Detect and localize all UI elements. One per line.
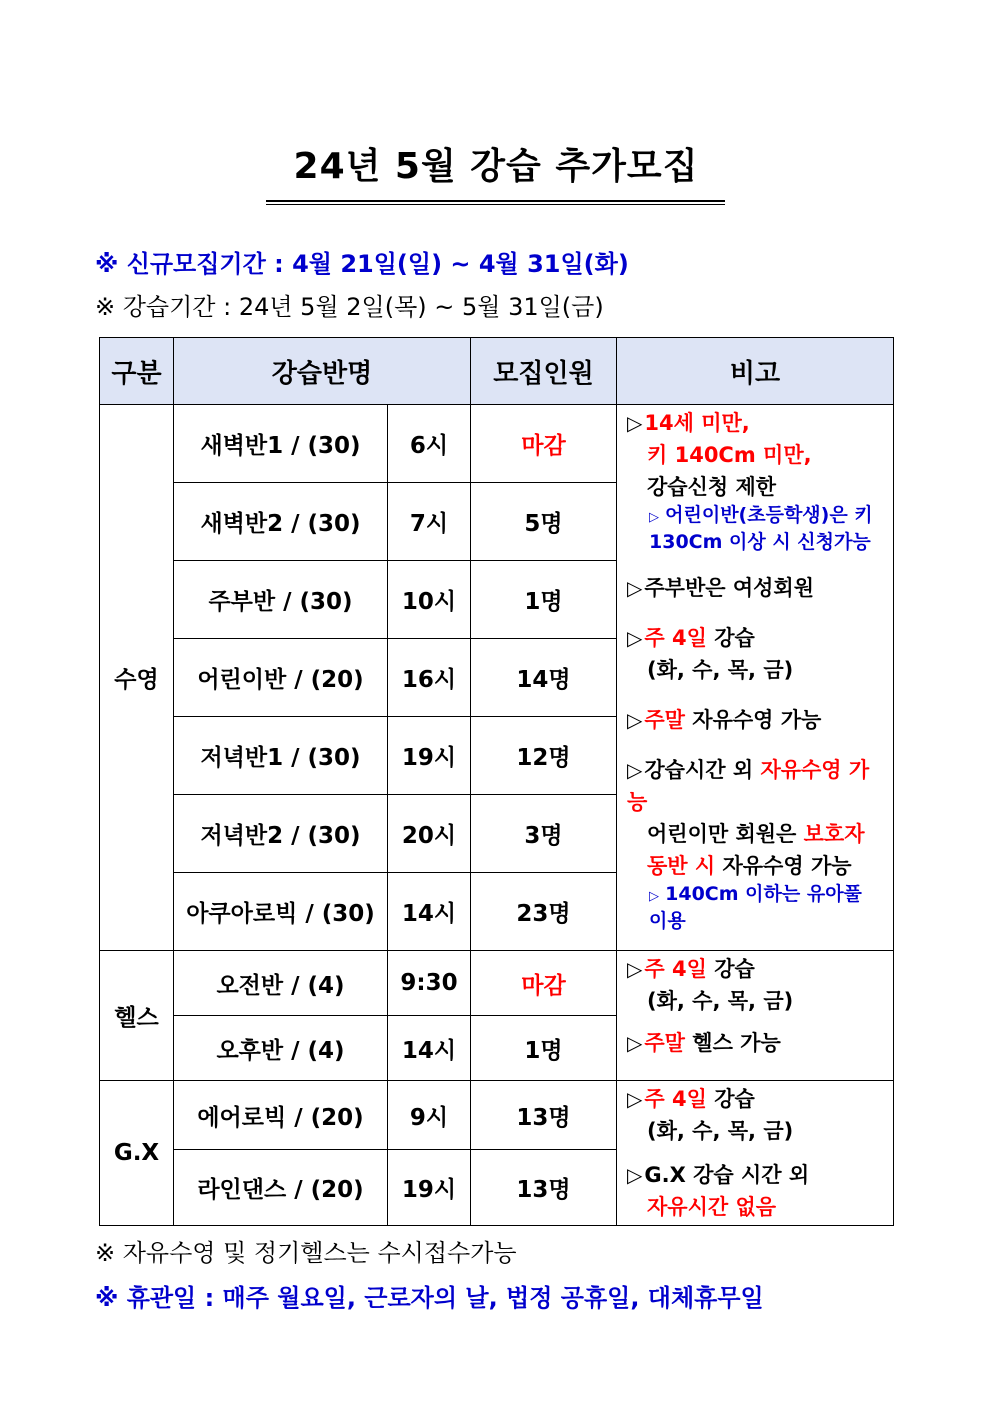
recruit-count: 13명 <box>471 1150 617 1226</box>
swim-remarks: ▷14세 미만, 키 140Cm 미만, 강습신청 제한 ▷ 어린이반(초등학생)은 키 130Cm 이상 시 신청가능 ▷주부반은 여성회원 ▷주 4일 강습 (화, 수, 목, 금) ▷주말 자유수영 가능 ▷강습시간 외 자유수영 가능 어린이만 회원은 보호자 동반 시 자유수영 가능 ▷ 140Cm 이하는 유아풀 이용 <box>617 405 894 951</box>
header-remarks: 비고 <box>617 338 894 405</box>
table-row <box>100 1081 894 1150</box>
table-header-row <box>100 338 894 405</box>
recruit-count: 마감 <box>471 951 617 1016</box>
header-category: 구분 <box>100 338 174 405</box>
category-swim: 수영 <box>100 405 174 951</box>
class-time: 14시 <box>388 1016 471 1081</box>
class-time: 14시 <box>388 873 471 951</box>
recruit-count: 5명 <box>471 483 617 561</box>
recruit-period-notice: ※ 신규모집기간 : 4월 21일(일) ~ 4월 31일(화) <box>95 250 629 278</box>
class-time: 16시 <box>388 639 471 717</box>
class-time: 7시 <box>388 483 471 561</box>
table-row <box>100 405 894 483</box>
recruit-count: 1명 <box>471 1016 617 1081</box>
class-time: 9시 <box>388 1081 471 1150</box>
table-row <box>100 951 894 1016</box>
class-time: 9:30 <box>388 951 471 1016</box>
category-gx: G.X <box>100 1081 174 1226</box>
closed-day-notice: ※ 휴관일 : 매주 월요일, 근로자의 날, 법정 공휴일, 대체휴무일 <box>95 1284 764 1312</box>
class-name: 어린이반 / (20) <box>174 639 388 717</box>
class-table <box>99 337 894 1226</box>
class-name: 오전반 / (4) <box>174 951 388 1016</box>
recruit-count: 3명 <box>471 795 617 873</box>
recruit-count: 13명 <box>471 1081 617 1150</box>
recruit-count: 23명 <box>471 873 617 951</box>
recruit-count: 12명 <box>471 717 617 795</box>
header-class-name: 강습반명 <box>174 338 471 405</box>
class-time: 6시 <box>388 405 471 483</box>
recruit-count: 14명 <box>471 639 617 717</box>
class-name: 에어로빅 / (20) <box>174 1081 388 1150</box>
class-time: 20시 <box>388 795 471 873</box>
class-name: 새벽반2 / (30) <box>174 483 388 561</box>
class-name: 저녁반2 / (30) <box>174 795 388 873</box>
recruit-count: 마감 <box>471 405 617 483</box>
class-period-notice: ※ 강습기간 : 24년 5월 2일(목) ~ 5월 31일(금) <box>95 293 604 321</box>
class-name: 새벽반1 / (30) <box>174 405 388 483</box>
recruit-count: 1명 <box>471 561 617 639</box>
gym-remarks: ▷주 4일 강습 (화, 수, 목, 금) ▷주말 헬스 가능 <box>617 951 894 1081</box>
gx-remarks: ▷주 4일 강습 (화, 수, 목, 금) ▷G.X 강습 시간 외 자유시간 없음 <box>617 1081 894 1226</box>
category-gym: 헬스 <box>100 951 174 1081</box>
class-time: 19시 <box>388 717 471 795</box>
class-time: 10시 <box>388 561 471 639</box>
page-title: 24년 5월 강습 추가모집 <box>293 146 699 187</box>
class-name: 라인댄스 / (20) <box>174 1150 388 1226</box>
title-underline <box>266 200 725 205</box>
class-time: 19시 <box>388 1150 471 1226</box>
header-recruit-count: 모집인원 <box>471 338 617 405</box>
free-swim-notice: ※ 자유수영 및 정기헬스는 수시접수가능 <box>95 1239 517 1267</box>
class-name: 오후반 / (4) <box>174 1016 388 1081</box>
class-name: 아쿠아로빅 / (30) <box>174 873 388 951</box>
class-name: 주부반 / (30) <box>174 561 388 639</box>
class-name: 저녁반1 / (30) <box>174 717 388 795</box>
